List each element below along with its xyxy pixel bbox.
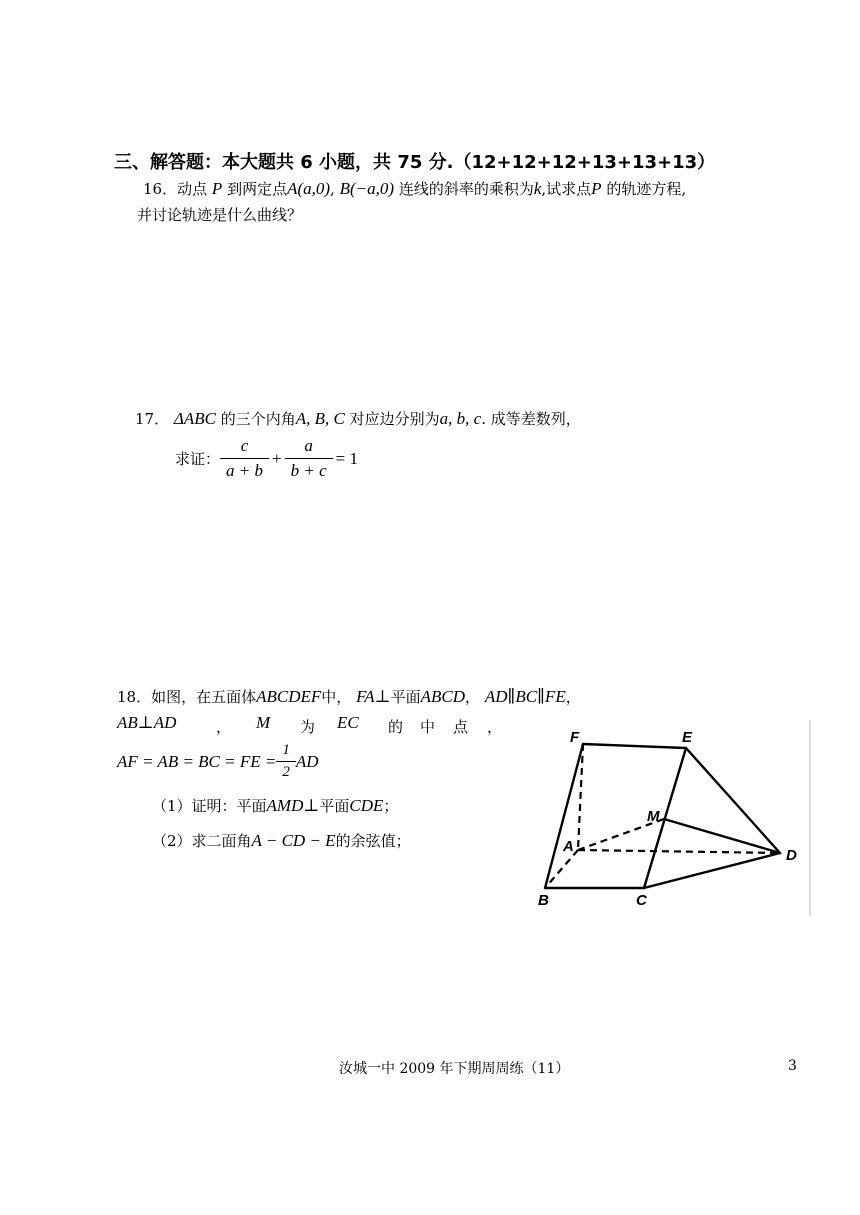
q18-equation (117, 742, 319, 781)
q18-comma-2: ， (565, 688, 581, 706)
page-number: 3 (788, 1058, 797, 1074)
q18-solid: ABCDEF (256, 687, 322, 706)
q18-dihedral-angle: A − CD − E (251, 831, 336, 850)
q18-text-2: 中， (321, 688, 352, 706)
q18-part-2-end: 的余弦值； (335, 832, 411, 850)
q18-comma-a: ， (216, 718, 232, 736)
pentahedron-figure (528, 718, 812, 918)
vertex-label-b: B (538, 892, 549, 909)
q17-text-2: 对应边分别为 (349, 410, 440, 428)
vertex-label-d: D (786, 847, 797, 864)
q18-comma: ， (465, 688, 481, 706)
q17-sides: a, b, c (439, 409, 482, 428)
q16-k: k (533, 179, 542, 198)
q17-triangle: ΔABC (173, 409, 216, 428)
q18-part-1-plane: 平面 (319, 797, 350, 815)
fraction-a-over-b-plus-c (285, 436, 333, 481)
q18-word-de: 的 (388, 718, 404, 736)
vertex-label-c: C (636, 892, 647, 909)
q18-line-2 (117, 713, 176, 733)
q17-prove-label: 求证： (175, 450, 221, 468)
q17-text-1: 的三个内角 (220, 410, 296, 428)
section-heading: 三、解答题：本大题共 6 小题，共 75 分.（12+12+12+13+13+13） (114, 152, 716, 173)
edge-fe (583, 744, 686, 748)
q18-fa-perp: FA⊥ (356, 687, 391, 706)
q17-text-3: . 成等差数列， (481, 410, 581, 428)
vertex-label-f: F (570, 729, 580, 746)
q18-number: 18． (117, 688, 152, 706)
edge-ed (686, 748, 780, 853)
fraction-numerator: c (240, 436, 249, 455)
q17-angles: A, B, C (295, 409, 345, 428)
q18-segment-ec: EC (337, 713, 359, 732)
q16-text-5: 的轨迹方程, (606, 180, 687, 198)
q18-word-wei: 为 (300, 718, 316, 736)
fraction-denominator: 2 (276, 761, 296, 781)
fraction-denominator: b + c (285, 458, 333, 481)
q18-ab-perp-ad: AB⊥AD (117, 713, 177, 732)
question-18 (117, 686, 581, 707)
fraction-one-half (276, 742, 296, 781)
q16-text-3: 连线的斜率的乘积为 (398, 180, 534, 198)
q16-text-2: 到两定点 (227, 180, 288, 198)
fraction-numerator: 1 (282, 742, 290, 758)
q16-point-p2: P (591, 179, 602, 198)
q18-comma-b: ， (487, 718, 503, 736)
q16-point-p: P (211, 179, 223, 198)
q16-point-b: B(−a,0) (339, 179, 395, 198)
q18-word-zhong: 中 (420, 718, 436, 736)
q17-number: 17． (135, 410, 170, 428)
q18-word-dian: 点 (453, 718, 469, 736)
q16-text-4: ,试求点 (541, 180, 592, 198)
vertex-label-a: A (563, 838, 574, 855)
fraction-c-over-a-plus-b (220, 436, 269, 481)
vertex-label-m: M (647, 808, 660, 825)
edge-cd (644, 853, 780, 888)
q18-part-2 (152, 830, 411, 851)
plus-sign: + (272, 448, 282, 468)
q16-number: 16． (143, 180, 178, 198)
fraction-numerator: a (304, 436, 313, 455)
q18-point-m: M (256, 713, 271, 732)
edge-md (664, 819, 780, 853)
q18-text-1: 如图，在五面体 (151, 688, 257, 706)
q16-separator: , (330, 180, 335, 198)
q16-text-1: 动点 (177, 180, 208, 198)
question-16 (143, 178, 686, 199)
fraction-denominator: a + b (220, 458, 269, 481)
q18-eq-right: AD (295, 751, 319, 771)
question-17 (135, 408, 581, 429)
vertex-label-e: E (682, 729, 693, 746)
q18-parallel: AD∥BC∥FE (484, 687, 566, 706)
q18-part-1-end: ； (383, 797, 399, 815)
q18-text-3: 平面 (390, 688, 421, 706)
q18-part-2-label: （2）求二面角 (152, 832, 252, 850)
footer-text: 汝城一中 2009 年下期周周练（11） (339, 1061, 570, 1077)
q18-part-1 (152, 795, 398, 816)
q16-line-2: 并讨论轨迹是什么曲线？ (137, 206, 303, 224)
q18-part-1-label: （1）证明：平面 (152, 797, 267, 815)
q18-plane-cde: CDE (349, 796, 384, 815)
edge-fb (545, 744, 583, 888)
q18-plane-abcd: ABCD (420, 687, 466, 706)
q18-eq-left: AF = AB = BC = FE = (117, 751, 277, 771)
q18-amd-perp: AMD⊥ (266, 796, 320, 815)
q17-equation (175, 436, 361, 481)
q16-point-a: A(a,0) (287, 179, 331, 198)
hidden-edge-ad (578, 850, 780, 853)
equals-one: = 1 (335, 448, 358, 468)
